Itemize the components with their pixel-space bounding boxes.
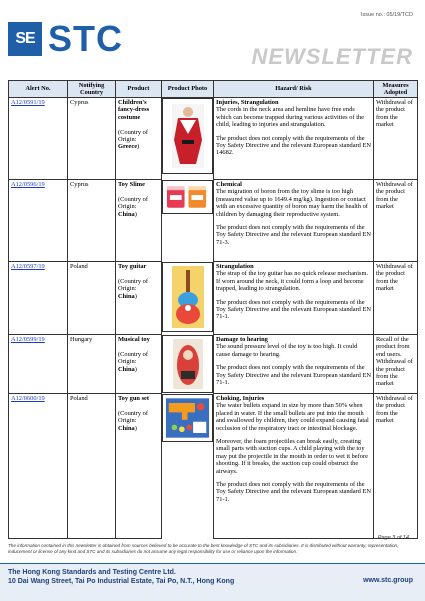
alert-link[interactable]: A12/0597/19 — [11, 263, 45, 270]
issue-number: Issue no.: 05/19/TCD — [361, 12, 413, 18]
gun-set-photo — [165, 396, 210, 440]
risk-title: Strangulation — [216, 263, 254, 270]
country-cell: Poland — [68, 394, 116, 539]
newsletter-title: NEWSLETTER — [251, 44, 413, 69]
origin-label: (Country of Origin: — [118, 350, 148, 366]
measures-cell: Recall of the product from end users. Withdrawal of the product from the market — [374, 335, 418, 394]
alert-link[interactable]: A12/0600/19 — [11, 395, 45, 402]
risk-text: The strap of the toy guitar has no quick release mechanism. If worn around the neck, it could form a loop and become trapped, leading to strangulation. — [216, 270, 369, 293]
table-header-row — [9, 81, 418, 98]
compliance-text: The product does not comply with the requirements of the Toy Safety Directive and the relevant European standard EN 71-3. — [216, 224, 371, 246]
compliance-text: The product does not comply with the requirements of the Toy Safety Directive and the relevant European standard EN 71-1. — [216, 298, 371, 321]
product-name: Toy gun set — [118, 395, 150, 402]
risk-title: Injuries, Strangulation — [216, 99, 279, 106]
stc-logo — [8, 18, 148, 59]
logo-mark: SE — [8, 22, 42, 56]
col-alert-no: Alert No. — [9, 81, 68, 98]
country-cell: Cyprus — [68, 98, 116, 180]
risk-text: The migration of boron from the toy slime is too high (measured value up to 1649.4 mg/kg). Ingestion or contact with an excessive quantity of boron may harm the health of children by damaging their reproductive system. — [216, 188, 368, 218]
country-cell: Poland — [68, 262, 116, 335]
risk-text: The cords in the neck area and hemline have free ends which can become trapped during various activities of the child, leading to injuries and strangulation. — [216, 106, 364, 129]
measures-cell: Withdrawal of the product from the market — [374, 394, 418, 539]
risk-text: The sound pressure level of the toy is too high. It could cause damage to hearing. — [216, 343, 358, 358]
col-photo: Product Photo — [162, 81, 214, 98]
risk-title: Choking, Injuries — [216, 395, 265, 402]
compliance-text: The product does not comply with the requirements of the Toy Safety Directive and the relevant European standard EN 14682. — [216, 134, 371, 157]
slime-photo — [165, 182, 210, 212]
page-header — [0, 0, 425, 80]
country-cell: Cyprus — [68, 180, 116, 262]
disclaimer: The information contained in this newsletter is obtained from sources believed to be accurate to the best knowledge of STC and its subsidiaries. It is distributed without warranty, representation, inducement or license of any kind and STC and its subsidiaries do not assume any legal responsibility for use or reliance upon the information. — [8, 543, 399, 554]
origin-value: China — [118, 292, 135, 300]
company-name: The Hong Kong Standards and Testing Centre Ltd. — [8, 569, 176, 576]
page-number: Page 3 of 14 — [377, 535, 409, 541]
company-address: 10 Dai Wang Street, Tai Po Industrial Estate, Tai Po, N.T., Hong Kong — [8, 578, 235, 585]
table-row: A12/0596/19 Cyprus Toy Slime (Country of Origin: China) Chemical The migration of boron from the toy slime is too high (measured value up to 1649.4 mg/kg). Ingestion or contact with an excessive quantity of boron may harm the health of children by damaging their reproductive system. The product does not comply with the requirements of the Toy Safety Directive and the relevant European standard EN 71-3. Withdrawal of the product from the market — [9, 180, 418, 262]
col-product: Product — [116, 81, 162, 98]
table-row: A12/0591/19 Cyprus Children's fancy-dress costume (Country of Origin: Greece) Injuries, Strangulation The cords in the neck area and hemline have free ends which can become trapped during various activities of the child, leading to injuries and strangulation. The product does not comply with the requirements of the Toy Safety Directive and the relevant European standard EN 14682. Withdrawal of the product from the market — [9, 98, 418, 180]
costume-photo — [168, 100, 208, 172]
origin-label: (Country of Origin: — [118, 409, 148, 425]
risk-title: Damage to hearing — [216, 336, 268, 343]
country-cell: Hungary — [68, 335, 116, 394]
alerts-table — [8, 80, 418, 539]
compliance-text: The product does not comply with the requirements of the Toy Safety Directive and the relevant European standard EN 71-1. — [216, 481, 371, 503]
col-hazard: Hazard/ Risk — [214, 81, 374, 98]
product-name: Musical toy — [118, 336, 150, 343]
website-link[interactable]: www.stc.group — [363, 577, 413, 584]
alert-link[interactable]: A12/0596/19 — [11, 181, 45, 188]
table-row: A12/0597/19 Poland Toy guitar (Country of Origin: China) Strangulation The strap of the toy guitar has no quick release mechanism. If worn around the neck, it could form a loop and become trapped, leading to strangulation. The product does not comply with the requirements of the Toy Safety Directive and the relevant European standard EN 71-1. Withdrawal of the product from the market — [9, 262, 418, 335]
musical-toy-photo — [171, 337, 205, 391]
origin-label: (Country of Origin: — [118, 195, 148, 211]
risk-text-2: Moreover, the foam projectiles can break easily, creating small parts with suction cups. A child playing with the toy may put the projectile in the mouth in order to wet it before shooting. If it breaks, the suction cup could obstruct the airways. — [216, 438, 368, 475]
guitar-photo — [170, 264, 206, 330]
origin-value: China — [118, 365, 135, 373]
origin-label: (Country of Origin: — [118, 128, 148, 144]
risk-text: The water bullets expand in size by more than 50% when placed in water. If the small bullets are put into the mouth and swallowed by children, they could expand causing fatal occlusion of the respiratory tract or intestinal blockage. — [216, 402, 369, 432]
alert-link[interactable]: A12/0599/19 — [11, 336, 45, 343]
measures-cell: Withdrawal of the product from the market — [374, 180, 418, 262]
risk-title: Chemical — [216, 181, 242, 188]
table-row: A12/0599/19 Hungary Musical toy (Country of Origin: China) Damage to hearing The sound pressure level of the toy is too high. It could cause damage to hearing. The product does not comply with the requirements of the Toy Safety Directive and the relevant European standard EN 71-1. Recall of the product from end users. Withdrawal of the product from the market — [9, 335, 418, 394]
company-info — [8, 568, 234, 586]
logo-text: STC — [48, 18, 123, 59]
col-measures: Measures Adopted — [374, 81, 418, 98]
col-country: Notifying Country — [68, 81, 116, 98]
product-name: Toy guitar — [118, 263, 147, 270]
origin-value: Greece — [118, 143, 138, 151]
compliance-text: The product does not comply with the requirements of the Toy Safety Directive and the relevant European standard EN 71-1. — [216, 364, 371, 387]
origin-label: (Country of Origin: — [118, 277, 148, 293]
measures-cell: Withdrawal of the product from the market — [374, 98, 418, 180]
origin-value: China — [118, 424, 135, 432]
table-row: A12/0600/19 Poland Toy gun set (Country of Origin: China) Choking, Injuries The water bullets expand in size by more than 50% when placed in water. If the small bullets are put into the mouth and swallowed by children, they could expand causing fatal occlusion of the respiratory tract or intestinal blockage. Moreover, the foam projectiles can break easily, creating small parts with suction cups. A child playing with the toy may put the projectile in the mouth in order to wet it before shooting. If it breaks, the suction cup could obstruct the airways. The product does not comply with the requirements of the Toy Safety Directive and the relevant European standard EN 71-1. Withdrawal of the product from the market — [9, 394, 418, 539]
footer — [0, 563, 425, 601]
alert-link[interactable]: A12/0591/19 — [11, 99, 45, 106]
measures-cell: Withdrawal of the product from the market — [374, 262, 418, 335]
origin-value: China — [118, 210, 135, 218]
product-name: Children's fancy-dress costume — [118, 99, 150, 121]
product-name: Toy Slime — [118, 181, 145, 188]
